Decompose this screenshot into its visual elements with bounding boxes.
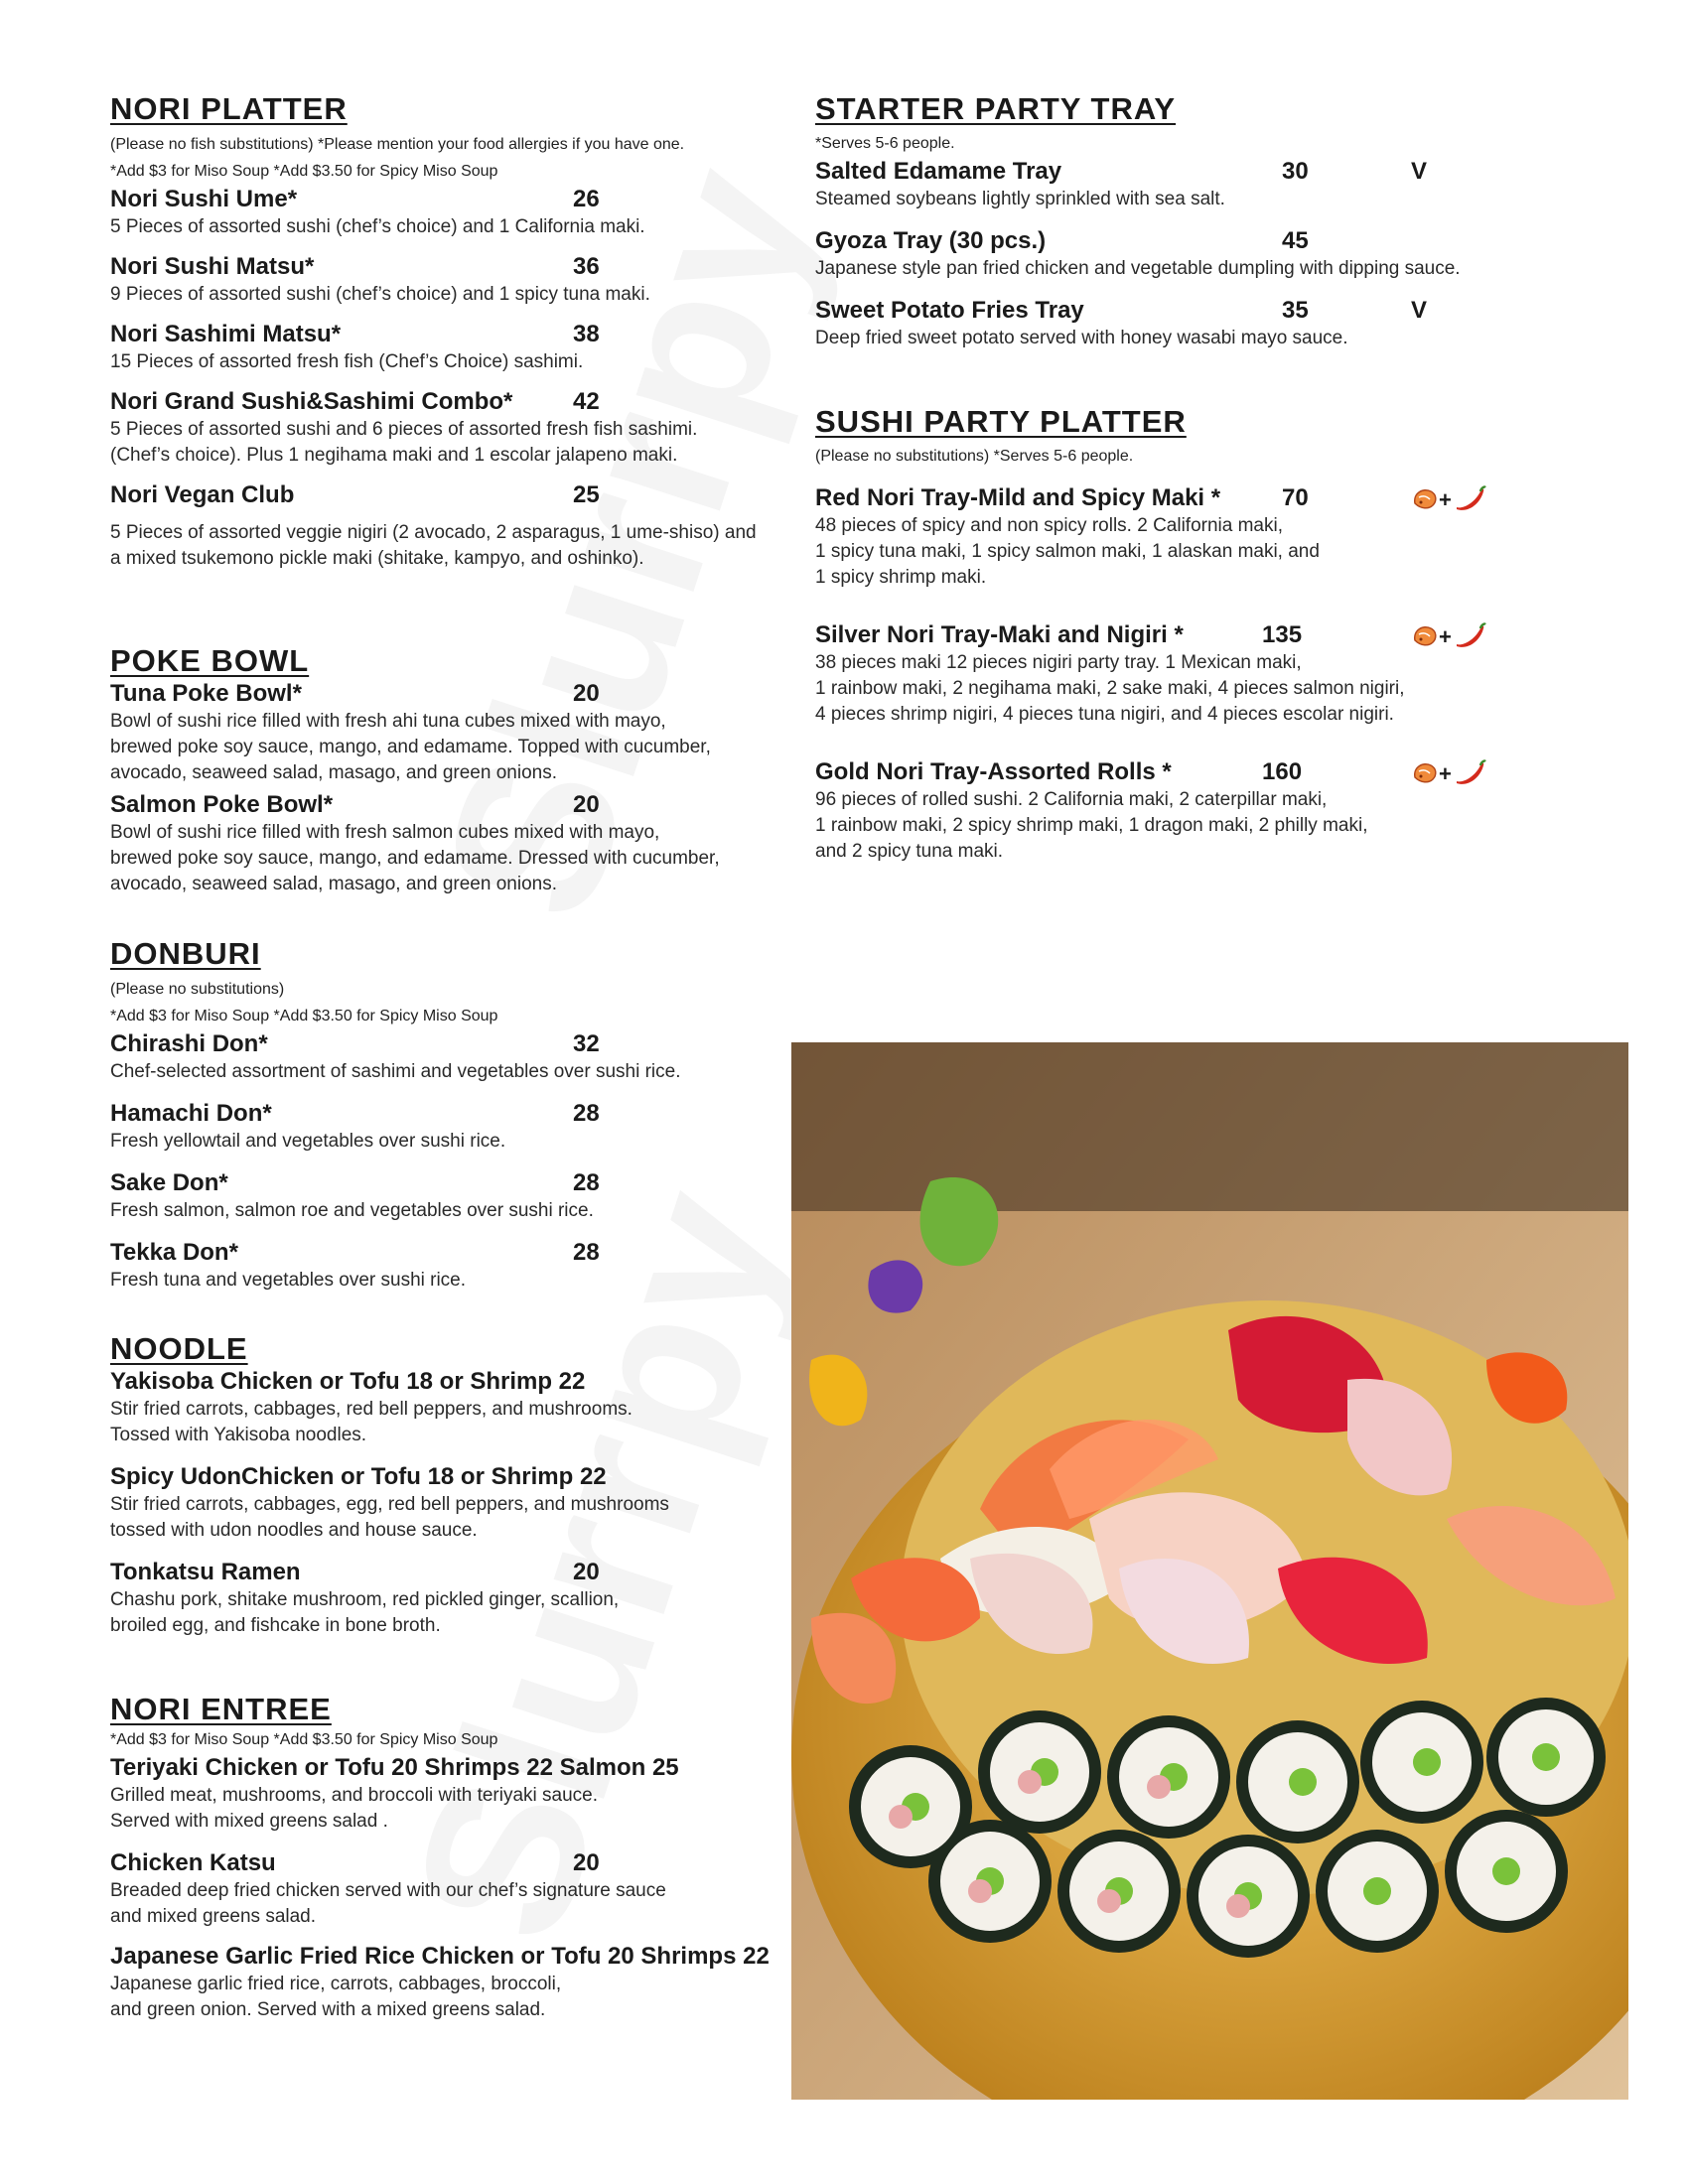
item-description: Grilled meat, mushrooms, and broccoli with teriyaki sauce. Served with mixed greens salad .: [110, 1785, 599, 1832]
item-name: Tonkatsu Ramen: [110, 1559, 301, 1585]
item-price: 135: [1262, 621, 1303, 648]
section-title: NOODLE: [110, 1331, 248, 1366]
section-note: *Add $3 for Miso Soup *Add $3.50 for Spicy Miso Soup: [110, 163, 498, 180]
item-name: Red Nori Tray-Mild and Spicy Maki *: [815, 484, 1221, 511]
item-price: 42: [573, 388, 600, 415]
menu-item: [110, 1238, 805, 1294]
item-description: Fresh tuna and vegetables over sushi rice.: [110, 1270, 467, 1291]
menu-item: [110, 1558, 805, 1639]
item-description: Japanese style pan fried chicken and vegetable dumpling with dipping sauce.: [815, 258, 1461, 279]
section-title: STARTER PARTY TRAY: [815, 91, 1177, 126]
item-price: 45: [1282, 227, 1309, 254]
vegan-tag: V: [1411, 158, 1428, 185]
menu-item: [110, 1099, 805, 1155]
item-name: Hamachi Don*: [110, 1100, 272, 1127]
shrimp-plus-chili-icon: [1411, 485, 1486, 513]
nori-entree-section: [110, 1692, 805, 2023]
item-description: Bowl of sushi rice filled with fresh ahi tuna cubes mixed with mayo, brewed poke soy sauce, mango, and edamame. Topped with cucumber, avocado, seaweed salad, masago, and green onions.: [110, 711, 711, 783]
item-name: Nori Vegan Club: [110, 481, 295, 508]
item-description: 15 Pieces of assorted fresh fish (Chef’s Choice) sashimi.: [110, 351, 584, 372]
menu-item: [110, 1753, 805, 1835]
item-name: Japanese Garlic Fried Rice Chicken or Tofu 20 Shrimps 22: [110, 1943, 770, 1970]
noodle-section: [110, 1331, 805, 1639]
svg-text:+: +: [1439, 761, 1452, 786]
item-name: Sake Don*: [110, 1169, 228, 1196]
menu-item: [110, 185, 805, 240]
menu-item: [815, 157, 1550, 212]
item-price: 160: [1262, 758, 1303, 785]
item-name: Nori Grand Sushi&Sashimi Combo*: [110, 388, 513, 415]
menu-item: [110, 679, 805, 786]
item-name: Sweet Potato Fries Tray: [815, 297, 1084, 324]
item-description: 48 pieces of spicy and non spicy rolls. 2 California maki, 1 spicy tuna maki, 1 spicy salmon maki, 1 alaskan maki, and 1 spicy shrimp maki.: [815, 515, 1320, 588]
item-name: Salted Edamame Tray: [815, 158, 1062, 185]
item-price: 70: [1282, 484, 1309, 511]
item-description: 5 Pieces of assorted veggie nigiri (2 avocado, 2 asparagus, 1 ume-shiso) and a mixed tsukemono pickle maki (shitake, kampyo, and oshinko).: [110, 522, 757, 569]
menu-item: [110, 480, 805, 572]
item-price: 26: [573, 186, 600, 212]
sushi-platter-photo: [791, 1042, 1628, 2100]
item-price: 20: [573, 680, 600, 707]
svg-text:+: +: [1439, 624, 1452, 649]
menu-item: [815, 620, 1550, 728]
section-title: NORI ENTREE: [110, 1692, 332, 1726]
menu-item: [815, 757, 1550, 865]
item-description: Bowl of sushi rice filled with fresh salmon cubes mixed with mayo, brewed poke soy sauce, mango, and edamame. Dressed with cucumber, avocado, seaweed salad, masago, and green onions.: [110, 822, 720, 894]
menu-item: [110, 1462, 805, 1544]
section-title: POKE BOWL: [110, 643, 310, 678]
shrimp-plus-chili-icon: [1411, 622, 1486, 650]
item-price: 25: [573, 481, 600, 508]
item-description: 38 pieces maki 12 pieces nigiri party tray. 1 Mexican maki, 1 rainbow maki, 2 negihama maki, 2 sake maki, 4 pieces salmon nigiri, 4 pieces shrimp nigiri, 4 pieces tuna nigiri, and 4 pieces escolar nigiri.: [815, 652, 1405, 725]
section-title: SUSHI PARTY PLATTER: [815, 404, 1187, 439]
item-description: Chef-selected assortment of sashimi and vegetables over sushi rice.: [110, 1061, 681, 1082]
item-name: Gyoza Tray (30 pcs.): [815, 227, 1047, 254]
item-description: Steamed soybeans lightly sprinkled with sea salt.: [815, 189, 1225, 209]
poke-bowl-section: [110, 643, 805, 897]
item-name: Yakisoba Chicken or Tofu 18 or Shrimp 22: [110, 1368, 586, 1395]
item-name: Spicy UdonChicken or Tofu 18 or Shrimp 22: [110, 1463, 607, 1490]
donburi-section: [110, 936, 805, 1294]
item-description: Chashu pork, shitake mushroom, red pickled ginger, scallion, broiled egg, and fishcake in bone broth.: [110, 1589, 620, 1636]
vegan-tag: V: [1411, 297, 1428, 324]
item-name: Teriyaki Chicken or Tofu 20 Shrimps 22 Salmon 25: [110, 1754, 679, 1781]
item-description: Fresh yellowtail and vegetables over sushi rice.: [110, 1131, 506, 1152]
item-price: 20: [573, 1849, 600, 1876]
item-price: 30: [1282, 158, 1309, 185]
item-price: 28: [573, 1239, 600, 1266]
section-note: *Add $3 for Miso Soup *Add $3.50 for Spicy Miso Soup: [110, 1008, 498, 1024]
item-price: 38: [573, 321, 600, 347]
menu-item: [110, 1367, 805, 1448]
nori-platter-section: [110, 91, 805, 572]
svg-text:+: +: [1439, 487, 1452, 512]
item-name: Nori Sushi Matsu*: [110, 253, 315, 280]
item-name: Tekka Don*: [110, 1239, 238, 1266]
menu-item: [110, 320, 805, 375]
section-title: DONBURI: [110, 936, 261, 971]
menu-item: [110, 1848, 805, 1930]
item-description: Fresh salmon, salmon roe and vegetables over sushi rice.: [110, 1200, 594, 1221]
item-description: Deep fried sweet potato served with honey wasabi mayo sauce.: [815, 328, 1348, 348]
menu-item: [110, 1029, 805, 1085]
menu-item: [815, 296, 1550, 351]
menu-item: [110, 252, 805, 308]
item-description: 5 Pieces of assorted sushi (chef’s choice) and 1 California maki.: [110, 216, 645, 237]
section-title: NORI PLATTER: [110, 91, 348, 126]
item-name: Silver Nori Tray-Maki and Nigiri *: [815, 621, 1184, 648]
section-note: *Add $3 for Miso Soup *Add $3.50 for Spicy Miso Soup: [110, 1731, 498, 1748]
item-name: Gold Nori Tray-Assorted Rolls *: [815, 758, 1172, 785]
item-name: Salmon Poke Bowl*: [110, 791, 334, 818]
item-description: Japanese garlic fried rice, carrots, cabbages, broccoli, and green onion. Served with a mixed greens salad.: [110, 1974, 562, 2020]
item-name: Nori Sashimi Matsu*: [110, 321, 342, 347]
starter-party-tray-section: [815, 91, 1550, 351]
menu-item: [815, 483, 1550, 591]
item-description: 9 Pieces of assorted sushi (chef’s choice) and 1 spicy tuna maki.: [110, 284, 650, 305]
section-note: (Please no substitutions): [110, 981, 285, 998]
item-price: 28: [573, 1100, 600, 1127]
item-price: 32: [573, 1030, 600, 1057]
section-note: (Please no fish substitutions) *Please mention your food allergies if you have one.: [110, 136, 685, 153]
item-price: 20: [573, 1559, 600, 1585]
menu-item: [815, 226, 1550, 282]
item-price: 35: [1282, 297, 1309, 324]
item-price: 20: [573, 791, 600, 818]
item-name: Nori Sushi Ume*: [110, 186, 298, 212]
item-price: 28: [573, 1169, 600, 1196]
menu-item: [110, 387, 805, 469]
item-description: Stir fried carrots, cabbages, red bell peppers, and mushrooms. Tossed with Yakisoba noodles.: [110, 1399, 633, 1445]
section-note: *Serves 5-6 people.: [815, 135, 955, 152]
item-name: Tuna Poke Bowl*: [110, 680, 302, 707]
menu-item: [110, 1168, 805, 1224]
item-price: 36: [573, 253, 600, 280]
item-name: Chicken Katsu: [110, 1849, 276, 1876]
item-description: 96 pieces of rolled sushi. 2 California maki, 2 caterpillar maki, 1 rainbow maki, 2 spicy shrimp maki, 1 dragon maki, 2 philly maki, and 2 spicy tuna maki.: [815, 789, 1368, 862]
item-name: Chirashi Don*: [110, 1030, 268, 1057]
item-description: Stir fried carrots, cabbages, egg, red bell peppers, and mushrooms tossed with udon noodles and house sauce.: [110, 1494, 669, 1541]
section-note: (Please no substitutions) *Serves 5-6 people.: [815, 448, 1134, 465]
item-description: 5 Pieces of assorted sushi and 6 pieces of assorted fresh fish sashimi. (Chef’s choice). Plus 1 negihama maki and 1 escolar jalapeno maki.: [110, 419, 698, 466]
sushi-party-platter-section: [815, 404, 1550, 865]
item-description: Breaded deep fried chicken served with our chef’s signature sauce and mixed greens salad.: [110, 1880, 666, 1927]
shrimp-plus-chili-icon: [1411, 759, 1486, 787]
menu-item: [110, 1942, 805, 2023]
menu-item: [110, 790, 805, 897]
